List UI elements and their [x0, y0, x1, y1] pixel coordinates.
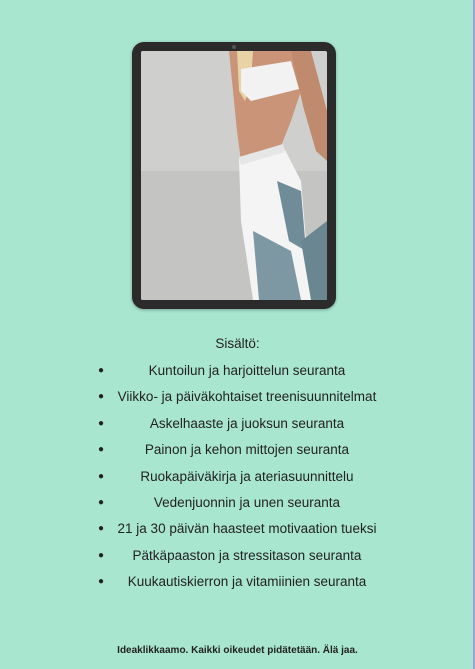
camera-dot: [232, 45, 236, 49]
list-item: ● Pätkäpaaston ja stressitason seuranta: [90, 543, 390, 569]
bullet-icon: ●: [98, 496, 105, 508]
list-item: ● Askelhaaste ja juoksun seuranta: [90, 411, 390, 437]
bullet-icon: ●: [98, 444, 105, 456]
bullet-icon: ●: [98, 391, 105, 403]
list-item: ● 21 ja 30 päivän haasteet motivaation tueksi: [90, 516, 390, 542]
list-item: ● Kuntoilun ja harjoittelun seuranta: [90, 358, 390, 384]
bullet-icon: ●: [98, 523, 105, 535]
bullet-icon: ●: [98, 576, 105, 588]
list-item: ● Painon ja kehon mittojen seuranta: [90, 437, 390, 463]
fitness-photo-illustration: [141, 51, 327, 300]
bullet-icon: ●: [98, 549, 105, 561]
list-item: ● Viikko- ja päiväkohtaiset treenisuunnitelmat: [90, 384, 390, 410]
list-item: ● Kuukautiskierron ja vitamiinien seuranta: [90, 569, 390, 595]
copyright-footer: Ideaklikkaamo. Kaikki oikeudet pidätetään. Älä jaa.: [117, 645, 358, 656]
bullet-icon: ●: [98, 470, 105, 482]
feature-list: [90, 358, 390, 596]
bullet-icon: ●: [98, 417, 105, 429]
list-item: ● Vedenjuonnin ja unen seuranta: [90, 490, 390, 516]
tablet-mockup: [132, 42, 336, 309]
section-heading: Sisältö:: [215, 336, 260, 351]
fitness-photo: [141, 51, 327, 300]
bullet-icon: ●: [98, 365, 105, 376]
list-item: ● Ruokapäiväkirja ja ateriasuunnittelu: [90, 464, 390, 490]
